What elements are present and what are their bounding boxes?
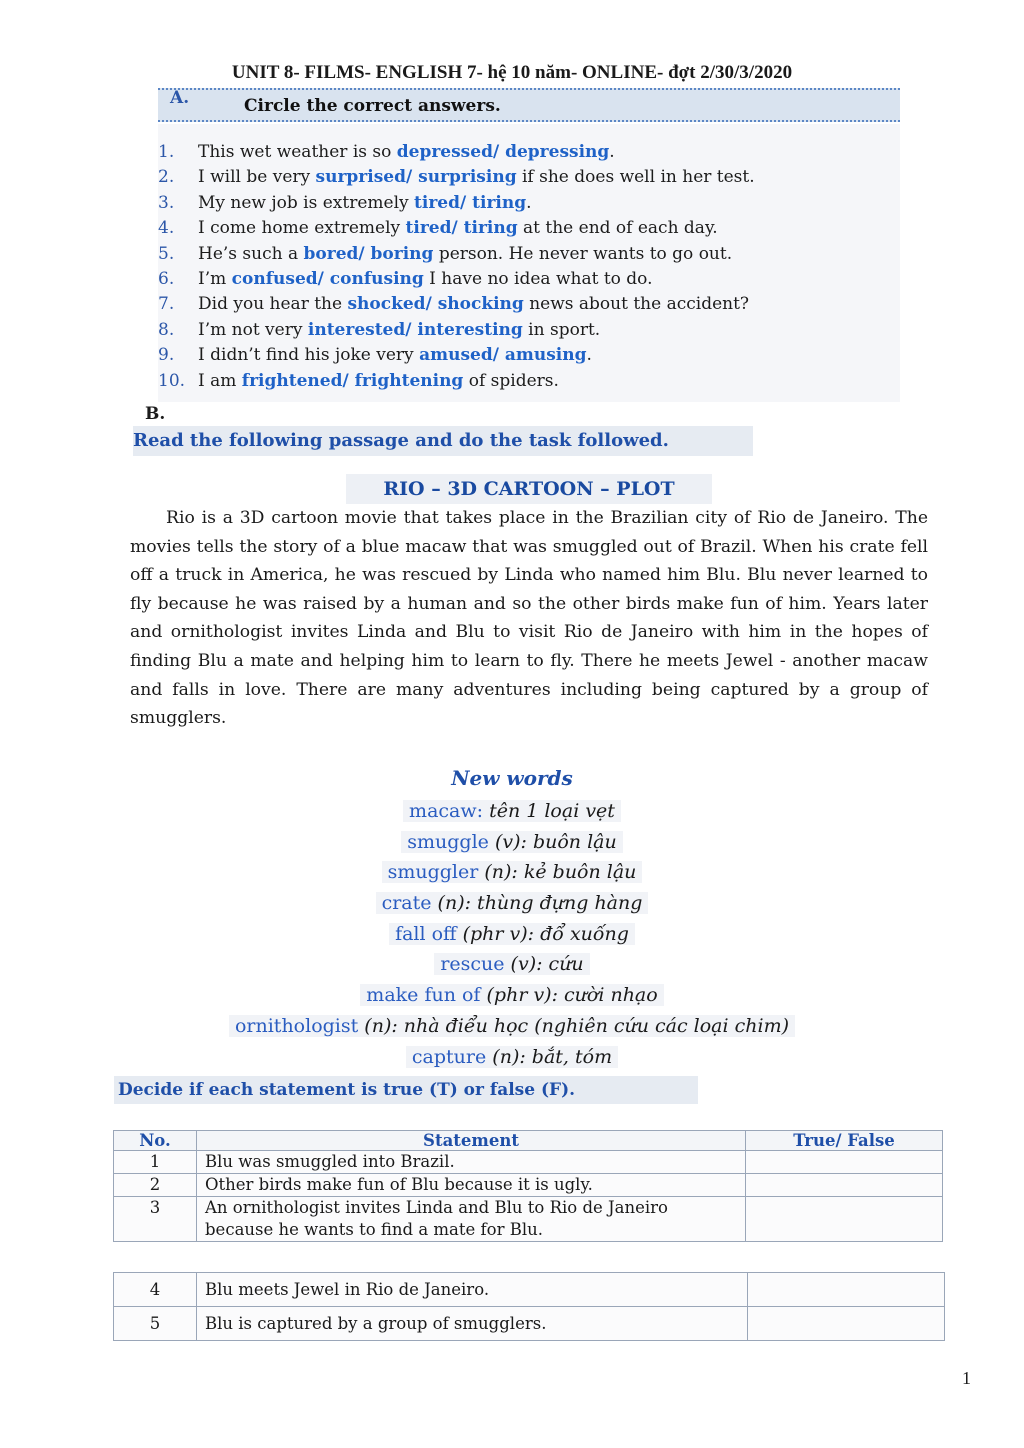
- new-word: macaw:: [409, 800, 484, 822]
- question-number: 7.: [158, 294, 175, 315]
- true-false-answer-cell[interactable]: [746, 1174, 943, 1197]
- statement-number: 2: [114, 1174, 197, 1197]
- answer-choices[interactable]: frightened/ frightening: [241, 370, 464, 391]
- section-b-instruction: Read the following passage and do the task followed.: [133, 426, 753, 456]
- new-word-entry: [389, 923, 635, 945]
- answer-choices[interactable]: amused/ amusing: [419, 345, 587, 366]
- new-word: make fun of: [366, 984, 481, 1007]
- question-text: [198, 320, 600, 340]
- question-text-before: Did you hear the: [198, 294, 348, 315]
- question-number: 9.: [158, 345, 175, 366]
- new-word-item: [0, 980, 1024, 1011]
- question-text-after: .: [526, 192, 532, 213]
- new-word-entry: [406, 1046, 618, 1068]
- question-number: 5.: [158, 243, 175, 264]
- new-word-definition: tên 1 loại vẹt: [483, 800, 615, 822]
- page-number: 1: [962, 1368, 971, 1388]
- answer-choices[interactable]: tired/ tiring: [405, 218, 518, 239]
- question-text: [198, 345, 592, 365]
- true-false-answer-cell[interactable]: [748, 1273, 945, 1307]
- new-word-definition: (n): nhà điểu học (nghiên cứu các loại chim): [358, 1014, 790, 1037]
- section-a-instruction: Circle the correct answers.: [244, 96, 501, 116]
- question-text: [198, 371, 559, 391]
- question-text-before: My new job is extremely: [198, 192, 415, 213]
- header-no: No.: [114, 1131, 197, 1151]
- question-text-before: This wet weather is so: [198, 142, 397, 162]
- answer-choices[interactable]: interested/ interesting: [307, 319, 523, 340]
- true-false-table: [113, 1130, 943, 1242]
- question-text-after: news about the accident?: [523, 294, 750, 315]
- question-number: 1.: [158, 142, 175, 162]
- question-number: 3.: [158, 192, 175, 213]
- new-word-definition: (n): bắt, tóm: [486, 1045, 613, 1068]
- new-word-definition: (n): thùng đựng hàng: [431, 892, 643, 915]
- question-number: 2.: [158, 167, 175, 188]
- new-word: fall off: [395, 922, 457, 945]
- question-text-before: He’s such a: [198, 243, 304, 264]
- new-word: capture: [411, 1045, 487, 1068]
- table-row: [114, 1174, 943, 1197]
- new-word-item: [0, 1011, 1024, 1042]
- question-text-before: I didn’t find his joke very: [198, 345, 420, 366]
- new-words-list: [0, 796, 1024, 1072]
- answer-choices[interactable]: surprised/ surprising: [315, 167, 517, 188]
- section-a-letter: A.: [170, 88, 190, 108]
- statement-number: 3: [114, 1197, 197, 1242]
- question-text-after: I have no idea what to do.: [423, 268, 653, 289]
- new-word-item: [0, 949, 1024, 980]
- true-false-answer-cell[interactable]: [746, 1151, 943, 1174]
- table-row: [114, 1197, 943, 1242]
- new-word-entry: [376, 892, 649, 914]
- statement-text: Blu was smuggled into Brazil.: [197, 1151, 746, 1174]
- answer-choices[interactable]: shocked/ shocking: [347, 294, 524, 315]
- table-row: [114, 1273, 945, 1307]
- story-passage: Rio is a 3D cartoon movie that takes place in the Brazilian city of Rio de Janeiro. The movies tells the story of a blue macaw that was smuggled out of Brazil. When his crate fell off a truck in America, he was rescued by Linda who named him Blu. Blu never learned to fly because he was raised by a human and so the other birds make fun of him. Years later and ornithologist invites Linda and Blu to visit Rio de Janeiro with him in the hopes of finding Blu a mate and helping him to learn to fly. There he meets Jewel - another macaw and falls in love. There are many adventures including being captured by a group of smugglers.: [130, 508, 928, 729]
- question-text-after: at the end of each day.: [517, 218, 718, 239]
- task-instruction: Decide if each statement is true (T) or false (F).: [114, 1076, 698, 1104]
- new-words-title: New words: [451, 766, 573, 790]
- question-text: [198, 244, 732, 264]
- new-word-item: [0, 888, 1024, 919]
- question-text-after: .: [609, 142, 615, 162]
- table-row: [114, 1151, 943, 1174]
- new-word-definition: (phr v): đổ xuống: [456, 922, 629, 945]
- question-text-after: person. He never wants to go out.: [433, 243, 733, 264]
- statement-text: Blu is captured by a group of smugglers.: [197, 1307, 748, 1341]
- question-text: [198, 294, 749, 314]
- section-b-letter: B.: [145, 404, 166, 424]
- page-title: UNIT 8- FILMS- ENGLISH 7- hệ 10 năm- ONLINE- đợt 2/30/3/2020: [231, 62, 793, 83]
- new-word-definition: (n): kẻ buôn lậu: [478, 861, 637, 884]
- new-word: crate: [381, 892, 432, 915]
- new-word-entry: [434, 953, 589, 975]
- question-text: [198, 269, 653, 289]
- header-statement: Statement: [197, 1131, 746, 1151]
- question-number: 10.: [158, 370, 186, 391]
- question-text-after: .: [586, 345, 592, 366]
- question-text-after: in sport.: [522, 319, 601, 340]
- new-word-item: [0, 796, 1024, 827]
- question-text-before: I’m not very: [198, 319, 308, 340]
- question-text-before: I am: [198, 370, 242, 391]
- new-word: smuggle: [407, 830, 489, 853]
- new-word-definition: (phr v): cười nhạo: [480, 984, 658, 1007]
- true-false-table-continued: [113, 1272, 945, 1341]
- answer-choices[interactable]: depressed/ depressing: [396, 142, 610, 162]
- answer-choices[interactable]: tired/ tiring: [414, 192, 527, 213]
- new-word: ornithologist: [234, 1014, 359, 1037]
- question-text-after: if she does well in her test.: [516, 167, 755, 188]
- new-word-entry: [403, 800, 621, 822]
- answer-choices[interactable]: bored/ boring: [303, 243, 434, 264]
- question-number: 8.: [158, 319, 175, 340]
- statement-number: 4: [114, 1273, 197, 1307]
- new-word-item: [0, 827, 1024, 858]
- new-word-entry: [360, 984, 663, 1006]
- new-word-definition: (v): buôn lậu: [488, 830, 617, 853]
- new-word-item: [0, 1042, 1024, 1073]
- new-word-entry: [229, 1015, 795, 1037]
- question-text-before: I come home extremely: [198, 218, 406, 239]
- true-false-answer-cell[interactable]: [746, 1197, 943, 1242]
- question-text: [198, 218, 718, 238]
- statement-number: 5: [114, 1307, 197, 1341]
- table-header-row: [114, 1131, 943, 1151]
- question-text-before: I’m: [198, 268, 232, 289]
- true-false-answer-cell[interactable]: [748, 1307, 945, 1341]
- new-word-item: [0, 857, 1024, 888]
- statement-text: An ornithologist invites Linda and Blu to Rio de Janeiro because he wants to find a mate for Blu.: [197, 1197, 746, 1242]
- question-text: [198, 193, 532, 213]
- question-text: [198, 142, 615, 162]
- question-number: 4.: [158, 218, 175, 239]
- header-true-false: True/ False: [746, 1131, 943, 1151]
- new-word: rescue: [440, 953, 505, 976]
- question-text-after: of spiders.: [463, 370, 559, 391]
- question-text: [198, 167, 755, 187]
- question-text-before: I will be very: [198, 167, 316, 188]
- statement-text: Blu meets Jewel in Rio de Janeiro.: [197, 1273, 748, 1307]
- new-word-item: [0, 919, 1024, 950]
- statement-number: 1: [114, 1151, 197, 1174]
- new-word-definition: (v): cứu: [504, 953, 584, 976]
- story-title: RIO – 3D CARTOON – PLOT: [346, 474, 712, 504]
- new-word-entry: [382, 861, 643, 883]
- statement-text: Other birds make fun of Blu because it is ugly.: [197, 1174, 746, 1197]
- new-word: smuggler: [387, 861, 479, 884]
- new-word-entry: [401, 831, 622, 853]
- question-number: 6.: [158, 268, 175, 289]
- table-row: [114, 1307, 945, 1341]
- answer-choices[interactable]: confused/ confusing: [231, 268, 424, 289]
